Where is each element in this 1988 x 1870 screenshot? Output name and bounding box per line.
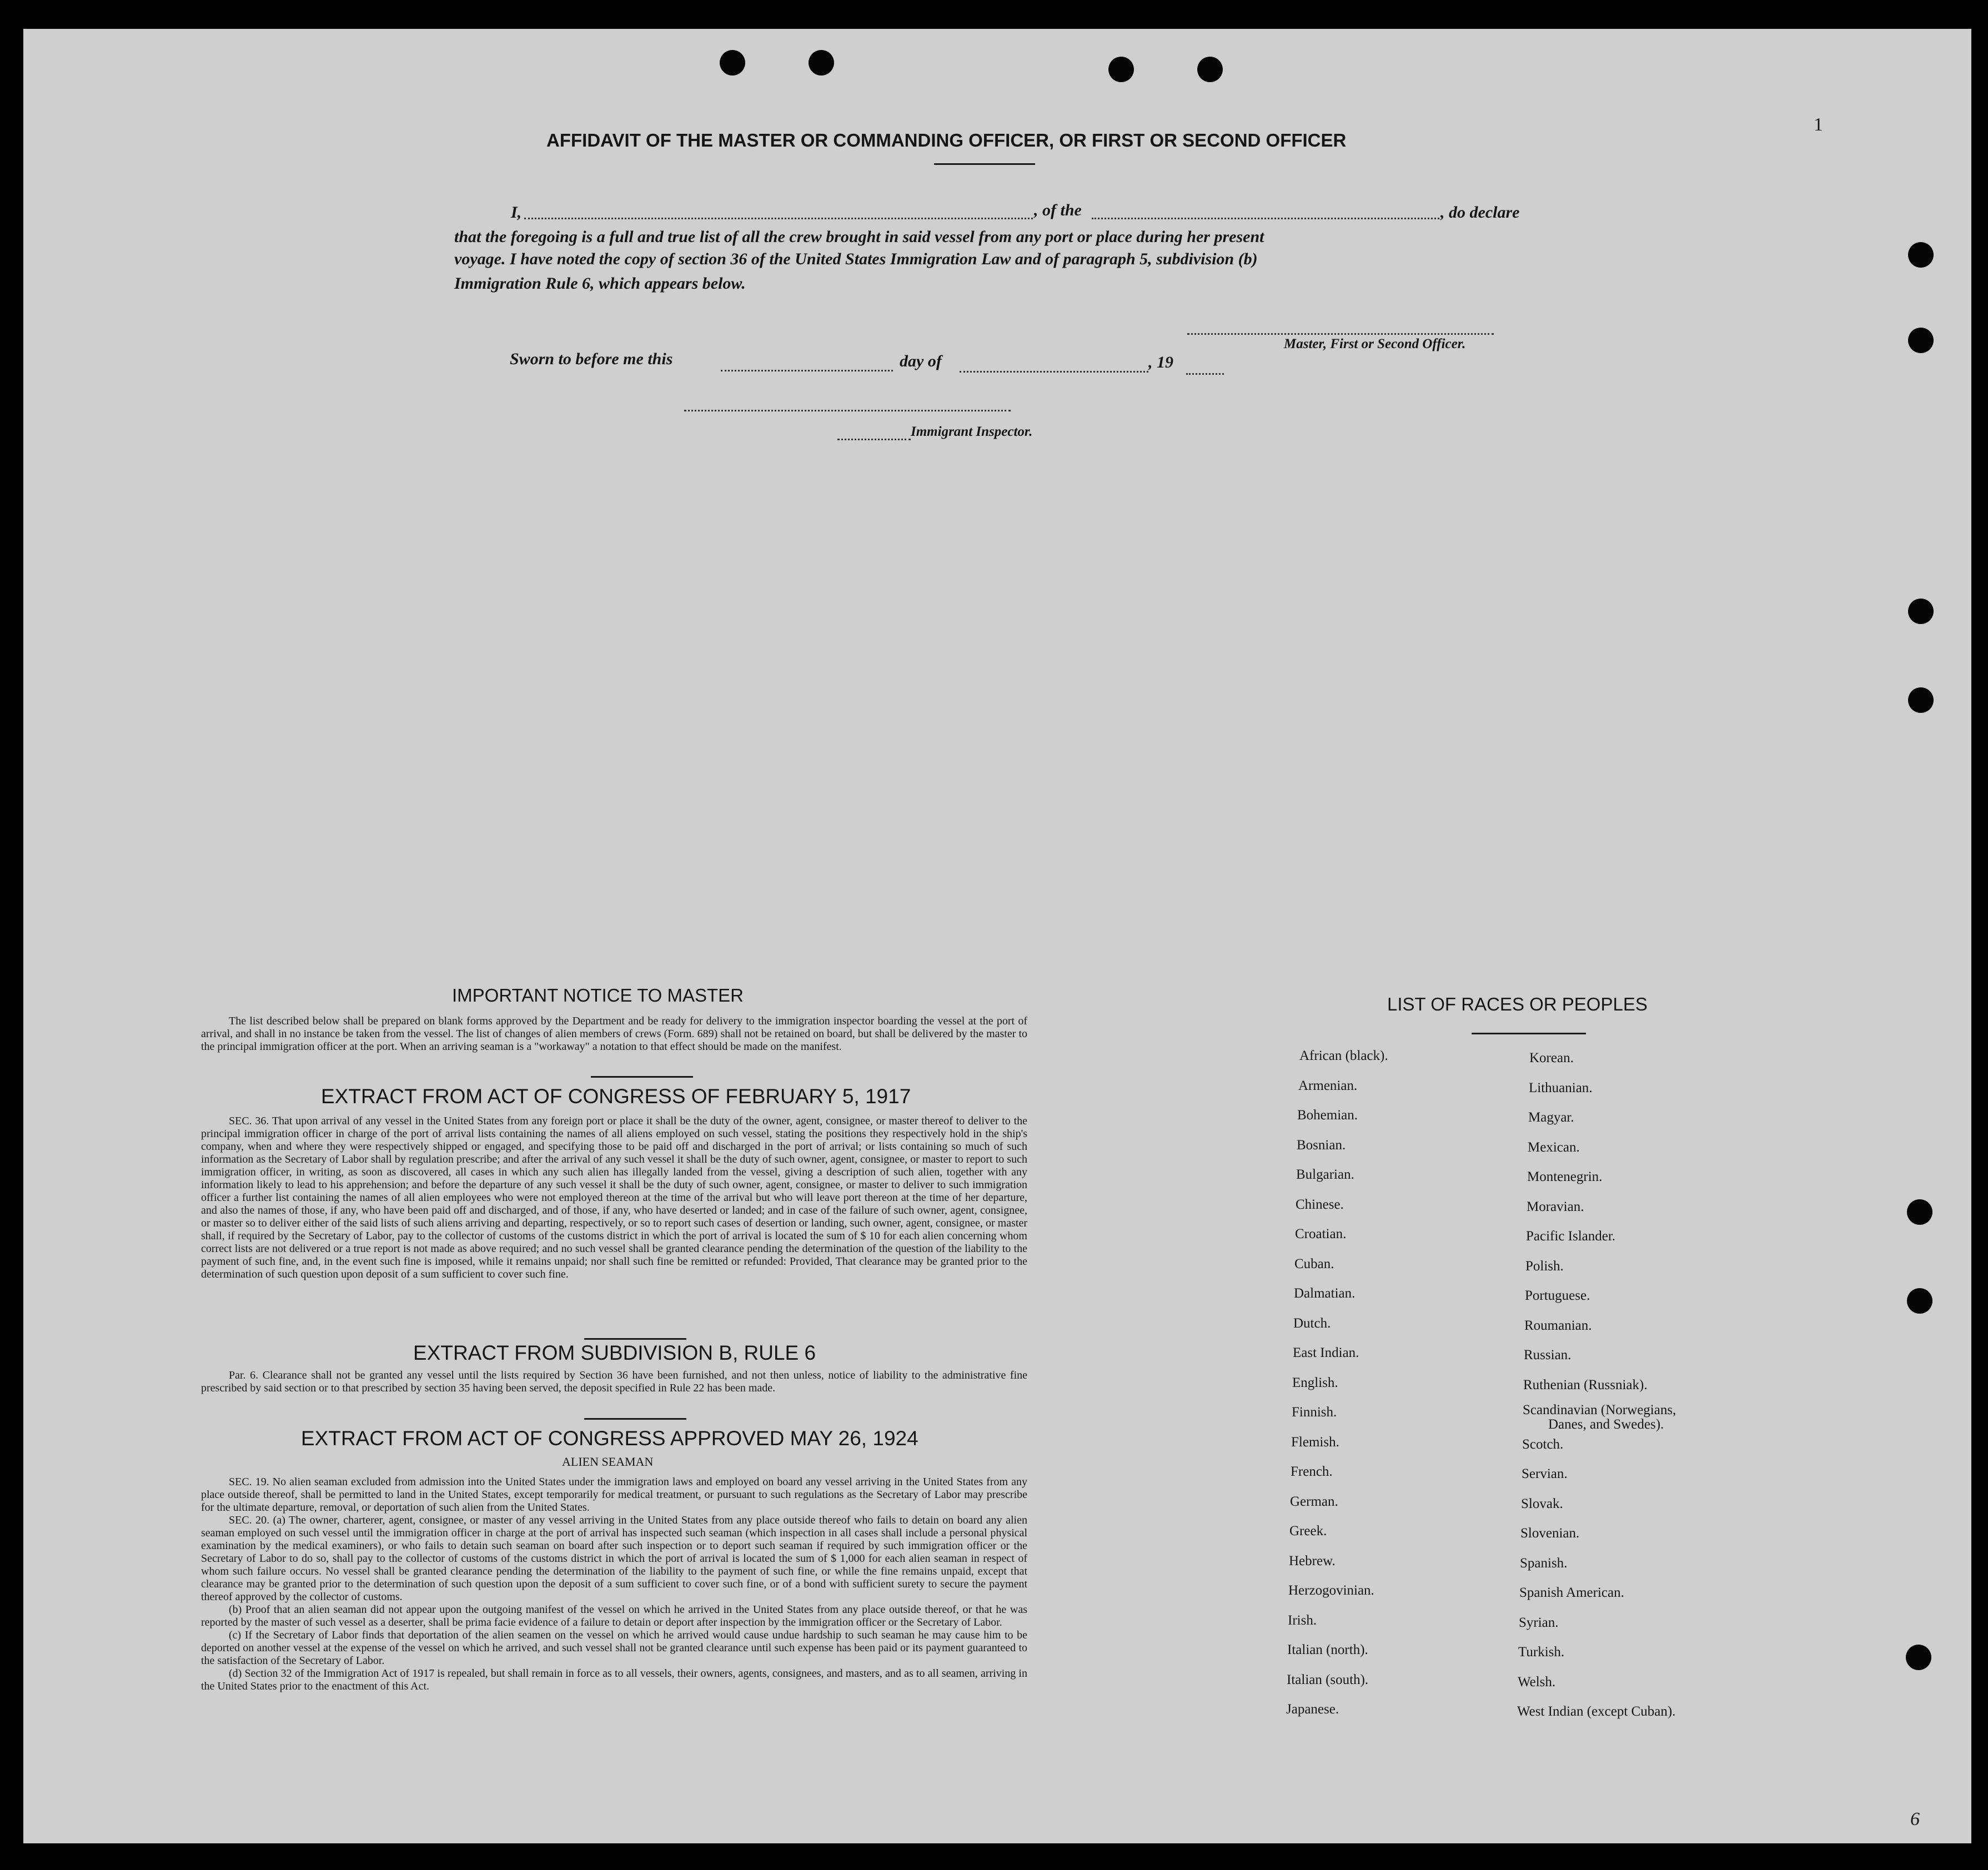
race-item: Mexican. bbox=[1528, 1140, 1580, 1155]
divider bbox=[934, 163, 1035, 165]
race-item: Dalmatian. bbox=[1294, 1286, 1356, 1301]
extract-1924-title: EXTRACT FROM ACT OF CONGRESS APPROVED MAY 26, 1924 bbox=[301, 1427, 918, 1450]
rule6-paragraph: Par. 6. Clearance shall not be granted any vessel until the lists required by Section 36 have been furnished, and not then unless, notice of liability to the administrative fine prescribed by said section or to that prescribed by section 35 having been served, the deposit specified in Rule 22 has been made. bbox=[201, 1369, 1027, 1394]
fill-line bbox=[960, 371, 1148, 373]
fill-line bbox=[837, 439, 911, 440]
punch-hole bbox=[1908, 599, 1934, 624]
race-item: Montenegrin. bbox=[1527, 1169, 1603, 1184]
divider bbox=[1472, 1033, 1586, 1034]
race-item: Bulgarian. bbox=[1296, 1167, 1354, 1182]
race-item: Slovak. bbox=[1521, 1496, 1563, 1511]
sworn-text-b: day of bbox=[900, 352, 942, 370]
fill-line bbox=[721, 370, 893, 371]
race-item: Servian. bbox=[1522, 1466, 1568, 1481]
races-title: LIST OF RACES OR PEOPLES bbox=[1387, 994, 1648, 1014]
section-36-paragraph: SEC. 36. That upon arrival of any vessel in the United States from any foreign port or place it shall be the duty of the owner, agent, consignee, or master thereof to deliver to the principal immigration officer in charge of the port of arrival lists containing the names of all aliens employed on such vessel, stating the positions they respectively hold in the ship's company, when and where they were respectively shipped or engaged, and specifying those to be paid off and discharged in the port of arrival; or lists containing so much of such information as the Secretary of Labor shall by regulation prescribe; and after the arrival of any such vessel it shall be the duty of such owner, agent, consignee, or master to report to such immigration officer, in writing, as soon as discovered, all cases in which any such alien has illegally landed from the vessel, giving a description of such alien, together with any information likely to lead to his apprehension; and before the departure of any such vessel it shall be the duty of such owner, agent, consignee, or master to deliver to such immigration officer a further list containing the names of all alien employees who were not employed thereon at the time of the arrival but who will leave port thereon at the time of her departure, and also the names of those, if any, who have been paid off and discharged, and of those, if any, who have deserted or landed; and in case of the failure of such owner, agent, consignee, or master so to deliver either of the said lists of such aliens arriving and departing, respectively, or so to report such cases of desertion or landing, such owner, agent, consignee, or master shall, if required by the Secretary of Labor, pay to the collector of customs of the customs district in which the port of arrival is located the sum of $ 10 for each alien concerning whom correct lists are not delivered or a true report is not made as above required; and no such vessel shall be granted clearance pending the determination of the question of the liability to the payment of such fine, and, in the event such fine is imposed, while it remains unpaid; nor shall such fine be remitted or refunded: Provided, That clearance may be granted prior to the determination of such question upon deposit of a sum sufficient to cover such fine. bbox=[201, 1115, 1027, 1280]
race-item: French. bbox=[1291, 1464, 1333, 1479]
race-item: Magyar. bbox=[1528, 1110, 1574, 1125]
affidavit-line2: that the foregoing is a full and true list of all the crew brought in said vessel from any port or place during her present bbox=[454, 228, 1264, 246]
race-item: Scandinavian (Norwegians, bbox=[1523, 1402, 1676, 1417]
extract-1924-body bbox=[201, 1476, 1027, 1693]
divider bbox=[591, 1076, 693, 1078]
race-item: Syrian. bbox=[1519, 1615, 1559, 1630]
race-item: Slovenian. bbox=[1520, 1526, 1580, 1541]
punch-hole bbox=[1907, 1288, 1932, 1314]
race-item: English. bbox=[1292, 1375, 1338, 1390]
race-item: Russian. bbox=[1524, 1348, 1572, 1363]
inspector-label: Immigrant Inspector. bbox=[911, 424, 1033, 439]
race-item: Flemish. bbox=[1291, 1435, 1339, 1450]
race-item: Bohemian. bbox=[1297, 1108, 1358, 1123]
punch-hole bbox=[1908, 328, 1934, 353]
race-item: African (black). bbox=[1299, 1048, 1388, 1063]
affidavit-line1-b: , of the bbox=[1034, 201, 1082, 219]
rule6-title: EXTRACT FROM SUBDIVISION B, RULE 6 bbox=[413, 1341, 816, 1364]
punch-hole bbox=[1907, 1199, 1932, 1225]
sec-20a-paragraph: SEC. 20. (a) The owner, charterer, agent, consignee, or master of any vessel arriving in the United States from any place outside thereof who fails to detain on board any alien seaman employed on such vessel until the immigration officer in charge at the port of arrival has inspected such seaman (which inspection in all cases shall include a personal physical examination by the medical examiners), or who fails to detain such seaman on board after such inspection or to deport such seaman if required by such immigration officer or the Secretary of Labor to do so, shall pay to the collector of customs of the customs district in which the port of arrival is located the sum of $ 1,000 for each alien seaman in respect of whom such failure occurs. No vessel shall be granted clearance pending the determination of the liability to the payment of such fine, or while the fine remains unpaid, except that clearance may be granted prior to the determination of such question upon the deposit of a sum sufficient to cover such fine, or of a bond with sufficient surety to secure the payment thereof approved by the collector of customs. bbox=[201, 1514, 1027, 1603]
race-item: Italian (north). bbox=[1287, 1642, 1368, 1657]
race-item: German. bbox=[1290, 1494, 1338, 1509]
divider bbox=[584, 1338, 686, 1340]
punch-hole bbox=[1908, 687, 1934, 713]
race-item: Herzogovinian. bbox=[1288, 1583, 1374, 1598]
race-item: Pacific Islander. bbox=[1526, 1229, 1616, 1244]
sec-20b-paragraph: (b) Proof that an alien seaman did not appear upon the outgoing manifest of the vessel on which he arrived in the United States from any place outside thereof, or that he was reported by the master of such vessel as a deserter, shall be prima facie evidence of a failure to detain or deport after inspection by the immigration officer or the Secretary of Labor. bbox=[201, 1603, 1027, 1628]
race-item: Irish. bbox=[1288, 1613, 1317, 1628]
signature-line bbox=[1187, 333, 1494, 335]
race-item: Japanese. bbox=[1286, 1702, 1339, 1717]
race-item: Roumanian. bbox=[1524, 1318, 1592, 1333]
race-item: West Indian (except Cuban). bbox=[1517, 1704, 1676, 1719]
race-item: Danes, and Swedes). bbox=[1548, 1417, 1664, 1432]
fill-line bbox=[1186, 373, 1224, 375]
race-item: Hebrew. bbox=[1289, 1554, 1336, 1569]
affidavit-title: AFFIDAVIT OF THE MASTER OR COMMANDING OFFICER, OR FIRST OR SECOND OFFICER bbox=[546, 130, 1347, 150]
race-item: Bosnian. bbox=[1297, 1138, 1346, 1153]
race-item: Armenian. bbox=[1298, 1078, 1358, 1093]
race-item: Chinese. bbox=[1296, 1197, 1344, 1212]
sworn-text-a: Sworn to before me this bbox=[510, 350, 673, 368]
alien-seaman-subtitle: ALIEN SEAMAN bbox=[562, 1455, 654, 1469]
notice-paragraph: The list described below shall be prepared on blank forms approved by the Department and be ready for delivery to the immigration inspector boarding the vessel at the port of arrival, and shall in no instance be taken from the vessel. The list of changes of alien members of crews (Form. 689) shall not be retained on board, but shall be delivered by the master to the principal immigration officer at the port. When an arriving seaman is a "workaway" a notation to that effect should be made on the manifest. bbox=[201, 1015, 1027, 1053]
race-item: Portuguese. bbox=[1525, 1288, 1590, 1303]
affidavit-line3: voyage. I have noted the copy of section 36 of the United States Immigration Law and of paragraph 5, subdivision (b) bbox=[454, 250, 1258, 268]
extract-1917-title: EXTRACT FROM ACT OF CONGRESS OF FEBRUARY 5, 1917 bbox=[321, 1085, 911, 1108]
sworn-text-c: , 19 bbox=[1148, 353, 1173, 371]
notice-title: IMPORTANT NOTICE TO MASTER bbox=[452, 985, 744, 1006]
rule6-body bbox=[201, 1369, 1027, 1395]
affidavit-line1-c: , do declare bbox=[1440, 203, 1520, 222]
fill-line bbox=[1092, 218, 1439, 219]
race-item: Croatian. bbox=[1295, 1226, 1347, 1241]
fill-line bbox=[524, 218, 1033, 219]
race-item: Dutch. bbox=[1293, 1316, 1331, 1331]
affidavit-line4: Immigration Rule 6, which appears below. bbox=[454, 274, 746, 293]
sec-20d-paragraph: (d) Section 32 of the Immigration Act of 1917 is repealed, but shall remain in force as to all vessels, their owners, agents, consignees, and masters, and as to all seamen, arriving in the United States prior to the enactment of this Act. bbox=[201, 1667, 1027, 1692]
race-item: Scotch. bbox=[1522, 1437, 1564, 1452]
punch-hole bbox=[1108, 57, 1134, 82]
race-item: Lithuanian. bbox=[1529, 1080, 1593, 1095]
extract-1917-body bbox=[201, 1115, 1027, 1281]
sec-19-paragraph: SEC. 19. No alien seaman excluded from admission into the United States under the immigration laws and employed on board any vessel arriving in the United States from any place outside thereof, shall be permitted to land in the United States, except temporarily for medical treatment, or pursuant to such regulations as the Secretary of Labor may prescribe for the ultimate departure, removal, or deportation of such alien from the United States. bbox=[201, 1476, 1027, 1514]
punch-hole bbox=[1197, 57, 1223, 82]
race-item: Welsh. bbox=[1518, 1675, 1556, 1690]
divider bbox=[584, 1418, 686, 1420]
master-signature-label: Master, First or Second Officer. bbox=[1284, 336, 1466, 351]
race-item: Polish. bbox=[1525, 1259, 1564, 1274]
race-item: Turkish. bbox=[1518, 1645, 1565, 1660]
race-item: Spanish. bbox=[1520, 1556, 1568, 1571]
corner-mark: 6 bbox=[1910, 1809, 1920, 1829]
race-item: Greek. bbox=[1289, 1524, 1327, 1539]
page-number: 1 bbox=[1814, 114, 1823, 135]
inspector-line bbox=[684, 410, 1011, 411]
punch-hole bbox=[720, 50, 745, 76]
sec-20c-paragraph: (c) If the Secretary of Labor finds that deportation of the alien seamen on the vessel on which he arrived would cause undue hardship to such seaman he may cause him to be deported on another vessel at the expense of the vessel on which he arrived, and such vessel shall not be granted clearance until such expense has been paid or its payment guaranteed to the satisfaction of the Secretary of Labor. bbox=[201, 1629, 1027, 1667]
race-item: Spanish American. bbox=[1519, 1585, 1624, 1600]
race-item: East Indian. bbox=[1293, 1345, 1359, 1360]
punch-hole bbox=[1906, 1645, 1931, 1670]
race-item: Italian (south). bbox=[1287, 1672, 1369, 1687]
race-item: Moravian. bbox=[1527, 1199, 1584, 1214]
race-item: Cuban. bbox=[1294, 1256, 1334, 1271]
punch-hole bbox=[809, 50, 834, 76]
affidavit-line1-a: I, bbox=[511, 203, 522, 222]
race-item: Finnish. bbox=[1292, 1405, 1337, 1420]
race-item: Ruthenian (Russniak). bbox=[1523, 1378, 1648, 1393]
race-item: Korean. bbox=[1529, 1050, 1574, 1065]
notice-body bbox=[201, 1015, 1027, 1053]
punch-hole bbox=[1908, 242, 1934, 268]
